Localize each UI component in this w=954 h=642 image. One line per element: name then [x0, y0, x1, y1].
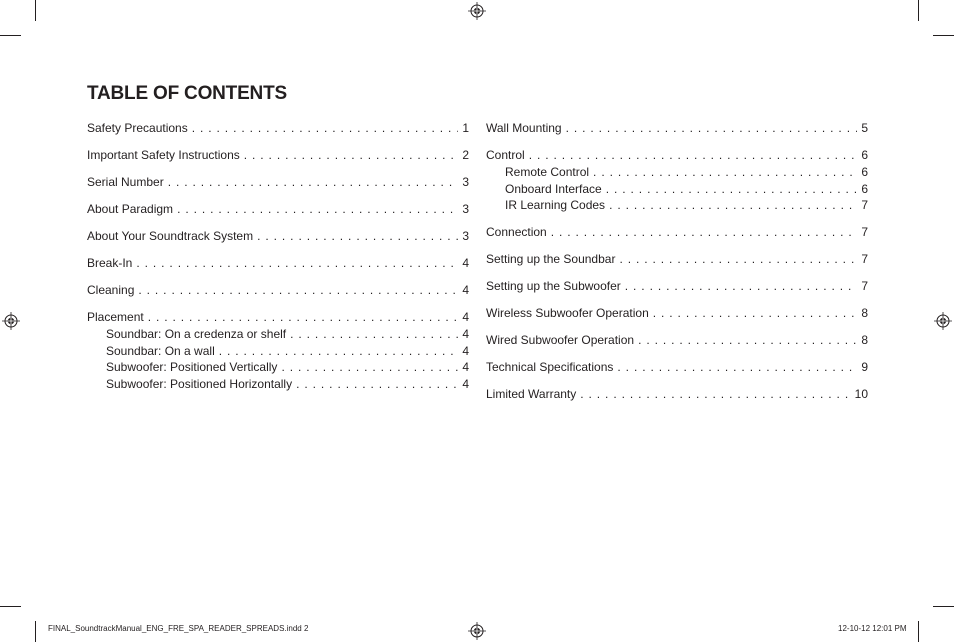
toc-page-number: 4 — [462, 310, 469, 324]
toc-entry-label: Wireless Subwoofer Operation — [486, 305, 649, 320]
toc-dot-leader — [290, 326, 458, 343]
toc-entry-row[interactable] — [486, 251, 868, 268]
toc-page-number: 8 — [861, 332, 868, 347]
registration-right-icon — [934, 312, 952, 330]
toc-subentry[interactable] — [87, 326, 469, 343]
toc-page-number: 6 — [861, 181, 868, 196]
toc-entry-row[interactable] — [87, 309, 469, 326]
toc-page-number: 6 — [861, 165, 868, 179]
toc-entry — [486, 332, 868, 349]
crop-mark-top-right-vertical — [918, 0, 919, 21]
toc-entry-label: Placement — [87, 310, 144, 324]
toc-entry-label: Setting up the Soundbar — [486, 251, 616, 266]
toc-entry — [87, 228, 469, 245]
crop-mark-bottom-right-vertical — [918, 621, 919, 642]
toc-dot-leader — [192, 120, 459, 137]
toc-entry-row[interactable] — [87, 147, 469, 164]
toc-entry-label: Connection — [486, 224, 547, 239]
toc-page-number: 3 — [462, 229, 469, 243]
toc-dot-leader — [136, 255, 458, 272]
toc-entry — [486, 251, 868, 268]
footer-filename: FINAL_SoundtrackManual_ENG_FRE_SPA_READER_SPREADS.indd 2 — [48, 624, 309, 633]
toc-page-number: 2 — [462, 148, 469, 162]
toc-left-column — [87, 120, 469, 402]
toc-entry — [486, 224, 868, 241]
toc-entry-row[interactable] — [87, 228, 469, 245]
toc-entry-label: Wall Mounting — [486, 121, 562, 135]
toc-subentry-label: Soundbar: On a credenza or shelf — [106, 327, 287, 341]
toc-page-number: 3 — [462, 202, 469, 216]
toc-entry-label: Wired Subwoofer Operation — [486, 332, 635, 347]
toc-entry-label: About Your Soundtrack System — [87, 229, 254, 243]
toc-dot-leader — [281, 359, 458, 376]
toc-page-number: 4 — [462, 283, 469, 297]
toc-dot-leader — [619, 251, 857, 268]
toc-entry — [486, 305, 868, 322]
toc-entry-label: About Paradigm — [87, 202, 174, 216]
toc-entry-row[interactable] — [486, 278, 868, 295]
toc-dot-leader — [617, 359, 857, 376]
toc-dot-leader — [625, 278, 858, 295]
toc-subentry-label: Remote Control — [505, 165, 590, 179]
page-title: TABLE OF CONTENTS — [87, 83, 287, 104]
crop-mark-top-left-horizontal — [0, 35, 21, 36]
toc-page-number: 9 — [861, 359, 868, 374]
toc-dot-leader — [296, 376, 458, 393]
toc-entry-label: Serial Number — [87, 175, 164, 189]
toc-entry-row[interactable] — [87, 282, 469, 299]
toc-subentry[interactable] — [486, 164, 868, 181]
toc-subentry-label: Subwoofer: Positioned Vertically — [106, 360, 278, 374]
registration-top-icon — [468, 2, 486, 20]
toc-dot-leader — [606, 181, 858, 198]
toc-dot-leader — [177, 201, 458, 218]
toc-dot-leader — [580, 386, 850, 403]
toc-right-column — [486, 120, 868, 413]
toc-entry — [87, 309, 469, 392]
toc-entry-label: Technical Specifications — [486, 359, 614, 374]
toc-dot-leader — [168, 174, 459, 191]
toc-entry — [486, 147, 868, 214]
toc-entry — [87, 174, 469, 191]
toc-dot-leader — [653, 305, 858, 322]
toc-page-number: 8 — [861, 305, 868, 320]
toc-subentry[interactable] — [486, 181, 868, 198]
toc-entry-row[interactable] — [486, 147, 868, 164]
toc-entry — [486, 278, 868, 295]
toc-page-number: 4 — [462, 327, 469, 341]
toc-subentry-label: Onboard Interface — [505, 181, 602, 196]
toc-entry — [87, 282, 469, 299]
toc-page-number: 4 — [462, 256, 469, 270]
crop-mark-bottom-left-horizontal — [0, 606, 21, 607]
toc-entry — [87, 255, 469, 272]
toc-dot-leader — [138, 282, 458, 299]
toc-entry-label: Control — [486, 148, 525, 162]
toc-entry-label: Break-In — [87, 256, 133, 270]
toc-page-number: 10 — [854, 386, 868, 401]
toc-subentry[interactable] — [87, 359, 469, 376]
toc-entry-row[interactable] — [87, 201, 469, 218]
toc-subentry[interactable] — [486, 197, 868, 214]
toc-entry — [486, 120, 868, 137]
registration-left-icon — [2, 312, 20, 330]
toc-entry-label: Cleaning — [87, 283, 135, 297]
crop-mark-bottom-left-vertical — [35, 621, 36, 642]
toc-entry-label: Safety Precautions — [87, 121, 188, 135]
toc-page-number: 4 — [462, 360, 469, 374]
toc-page-number: 1 — [462, 121, 469, 135]
toc-entry-row[interactable] — [486, 386, 868, 403]
toc-dot-leader — [244, 147, 459, 164]
toc-entry-row[interactable] — [486, 359, 868, 376]
footer-datetime: 12-10-12 12:01 PM — [838, 624, 907, 633]
toc-dot-leader — [593, 164, 857, 181]
toc-page-number: 7 — [861, 198, 868, 212]
toc-subentry-label: IR Learning Codes — [505, 198, 606, 212]
toc-dot-leader — [219, 343, 459, 360]
toc-subentry[interactable] — [87, 376, 469, 393]
toc-entry-row[interactable] — [87, 174, 469, 191]
toc-entry — [486, 359, 868, 376]
toc-subentry-label: Subwoofer: Positioned Horizontally — [106, 376, 293, 391]
toc-dot-leader — [148, 309, 459, 326]
toc-page-number: 4 — [462, 343, 469, 358]
toc-dot-leader — [529, 147, 858, 164]
toc-entry-label: Important Safety Instructions — [87, 148, 240, 162]
toc-entry-row[interactable] — [486, 305, 868, 322]
toc-entry-row[interactable] — [486, 120, 868, 137]
toc-page-number: 6 — [861, 148, 868, 162]
toc-page-number: 3 — [462, 175, 469, 189]
toc-entry-row[interactable] — [87, 120, 469, 137]
toc-entry — [87, 201, 469, 218]
toc-page-number: 5 — [861, 121, 868, 135]
toc-dot-leader — [609, 197, 857, 214]
toc-dot-leader — [638, 332, 857, 349]
toc-entry-label: Setting up the Subwoofer — [486, 278, 621, 293]
crop-mark-top-left-vertical — [35, 0, 36, 21]
toc-dot-leader — [566, 120, 858, 137]
toc-entry — [87, 120, 469, 137]
toc-subentry[interactable] — [87, 343, 469, 360]
toc-page-number: 7 — [861, 278, 868, 293]
toc-page-number: 7 — [861, 251, 868, 266]
crop-mark-top-right-horizontal — [933, 35, 954, 36]
toc-entry-row[interactable] — [486, 224, 868, 241]
crop-mark-bottom-right-horizontal — [933, 606, 954, 607]
toc-entry-row[interactable] — [87, 255, 469, 272]
toc-page-number: 4 — [462, 376, 469, 391]
registration-bottom-icon — [468, 622, 486, 640]
toc-entry — [87, 147, 469, 164]
toc-entry-label: Limited Warranty — [486, 386, 577, 401]
toc-dot-leader — [257, 228, 458, 245]
toc-dot-leader — [551, 224, 858, 241]
toc-subentry-label: Soundbar: On a wall — [106, 343, 215, 358]
toc-entry — [486, 386, 868, 403]
toc-entry-row[interactable] — [486, 332, 868, 349]
toc-page-number: 7 — [861, 224, 868, 239]
